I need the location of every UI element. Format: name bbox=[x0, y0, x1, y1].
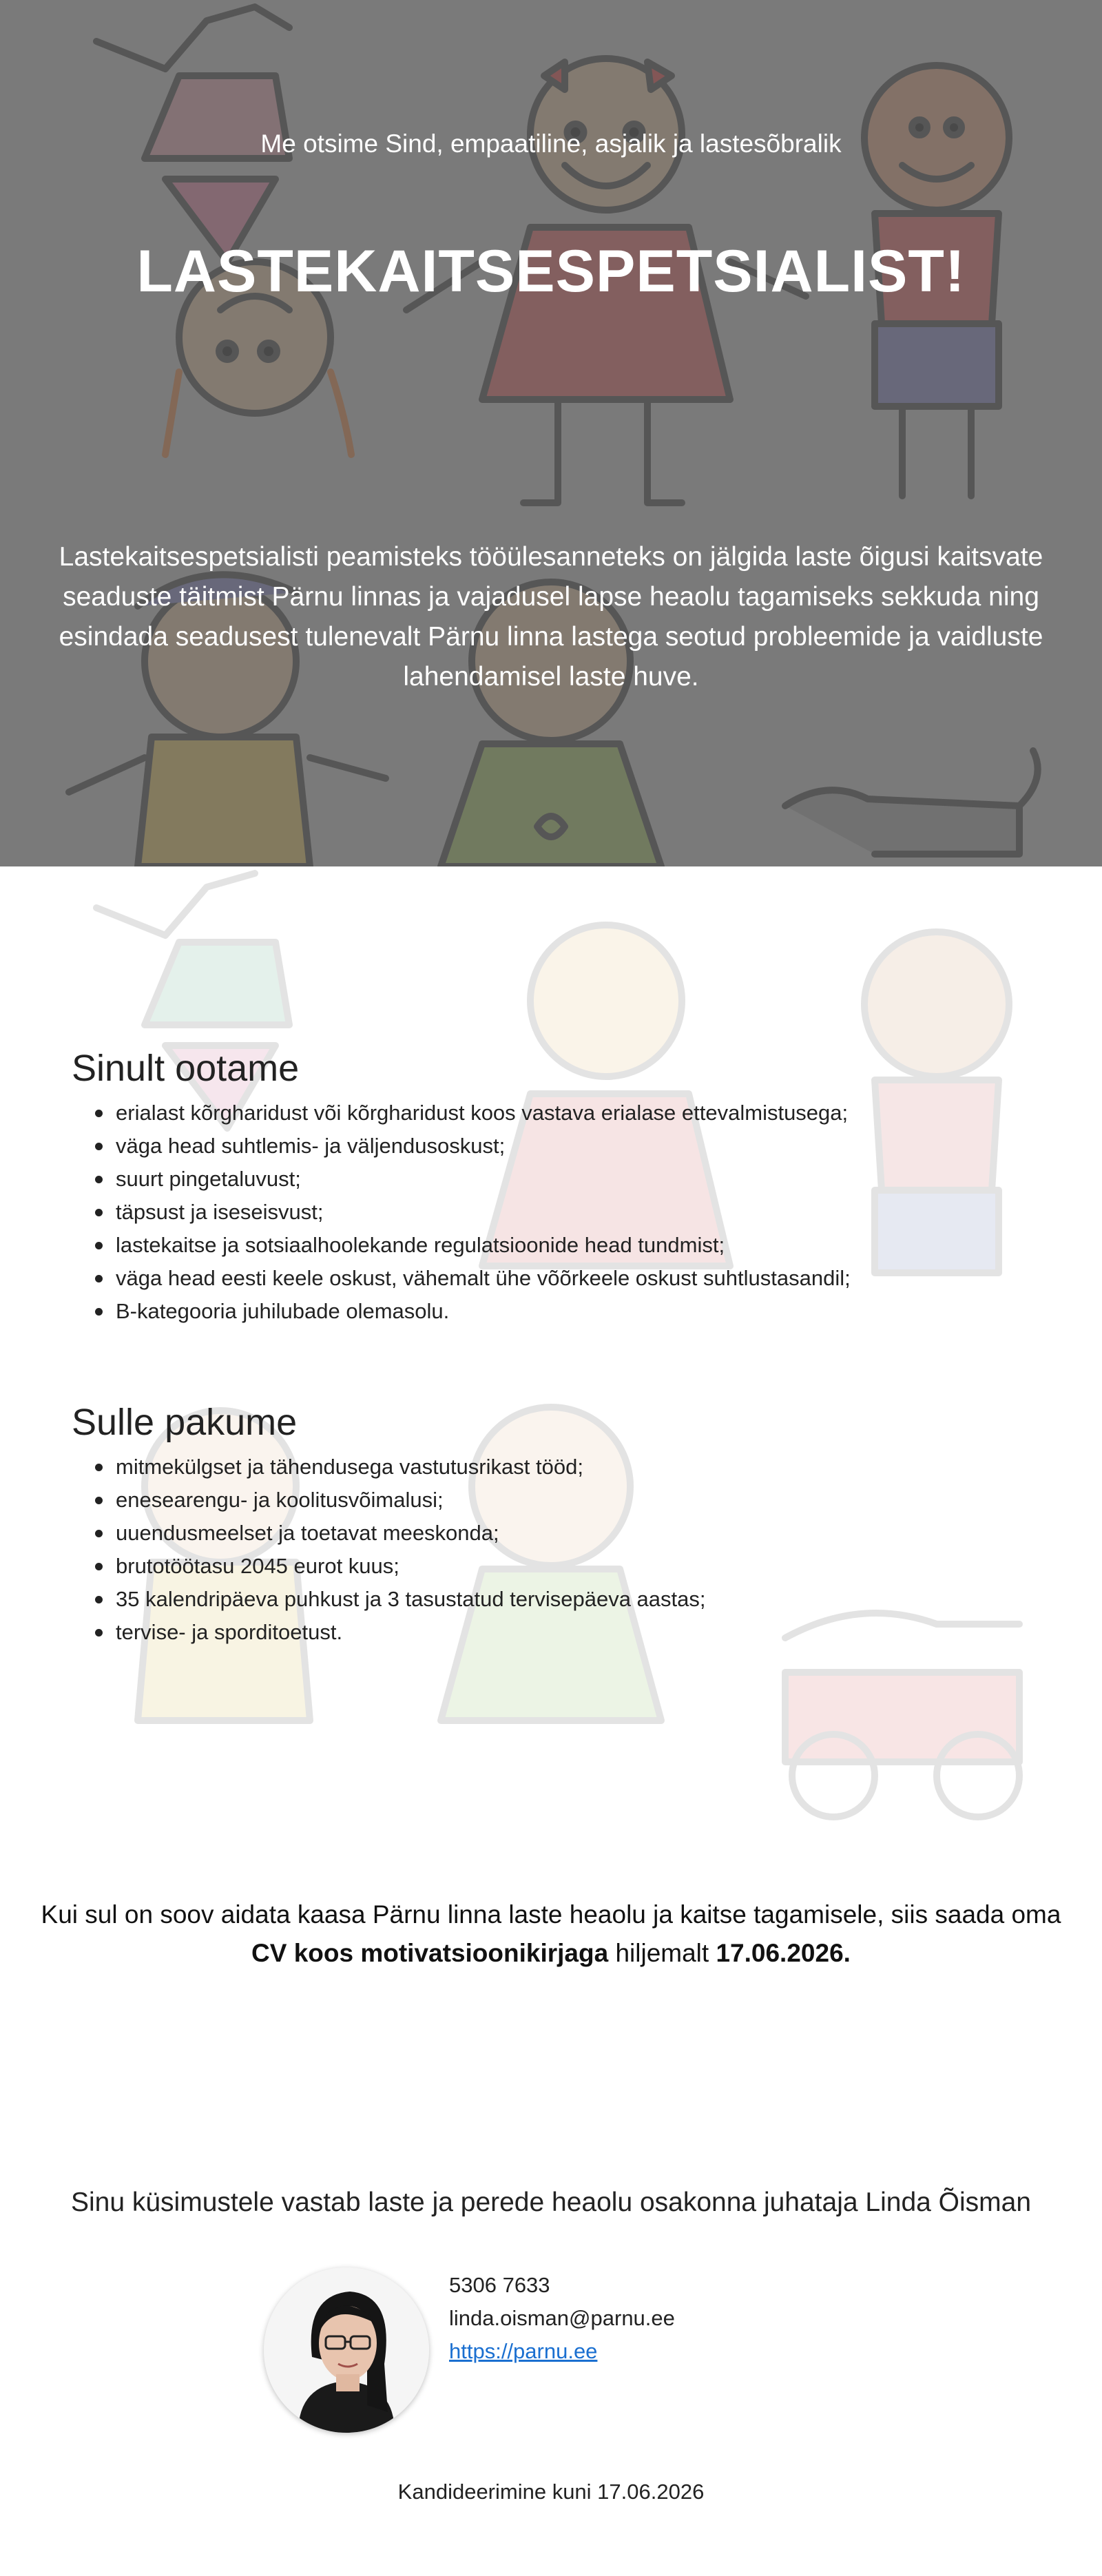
job-intro-text: Lastekaitsespetsialisti peamisteks tööülesanneteks on jälgida laste õigusi kaitsvate seaduste täitmist Pärnu linnas ja vajadusel lapse heaolu tagamiseks sekkuda ning esindada seadusest tulenevalt Pärnu linna lastega seotud probleemide ja vaidluste lahendamisel laste huve. bbox=[59, 542, 1043, 692]
cta-text-before: Kui sul on soov aidata kaasa Pärnu linna laste heaolu ja kaitse tagamisele, siis saada oma bbox=[41, 1900, 1061, 1929]
list-item: enesearengu- ja koolitusvõimalusi; bbox=[72, 1484, 1036, 1517]
list-item: B-kategooria juhilubade olemasolu. bbox=[72, 1295, 1036, 1328]
contact-website-link[interactable]: https://parnu.ee bbox=[449, 2339, 598, 2363]
application-deadline: Kandideerimine kuni 17.06.2026 bbox=[397, 2480, 705, 2504]
requirements-list bbox=[72, 1097, 1036, 1328]
list-item: 35 kalendripäeva puhkust ja 3 tasustatud tervisepäeva aastas; bbox=[72, 1583, 1036, 1616]
offer-section bbox=[72, 1401, 1036, 1649]
contact-heading: Sinu küsimustele vastab laste ja perede heaolu osakonna juhataja Linda Õisman bbox=[70, 2188, 1032, 2217]
list-item: erialast kõrgharidust või kõrgharidust koos vastava erialase ettevalmistusega; bbox=[72, 1097, 1036, 1130]
list-item: täpsust ja iseseisvust; bbox=[72, 1196, 1036, 1229]
contact-details bbox=[449, 2269, 675, 2368]
list-item: suurt pingetaluvust; bbox=[72, 1163, 1036, 1196]
list-item: tervise- ja sporditoetust. bbox=[72, 1616, 1036, 1649]
list-item: väga head eesti keele oskust, vähemalt ühe võõrkeele oskust suhtlustasandil; bbox=[72, 1262, 1036, 1295]
hero-banner bbox=[0, 0, 1102, 866]
job-title-headline: LASTEKAITSESPETSIALIST! bbox=[136, 238, 966, 304]
job-details-panel bbox=[0, 866, 1102, 1853]
cta-required-documents: CV koos motivatsioonikirjaga bbox=[251, 1939, 609, 1967]
contact-phone: 5306 7633 bbox=[449, 2273, 550, 2297]
person-photo-icon bbox=[264, 2267, 429, 2433]
list-item: uuendusmeelset ja toetavat meeskonda; bbox=[72, 1517, 1036, 1550]
contact-email: linda.oisman@parnu.ee bbox=[449, 2306, 675, 2330]
cta-deadline-date: 17.06.2026. bbox=[716, 1939, 851, 1967]
contact-avatar bbox=[264, 2267, 429, 2433]
offer-list bbox=[72, 1451, 1036, 1649]
requirements-heading: Sinult ootame bbox=[72, 1048, 300, 1089]
requirements-section bbox=[72, 1047, 1036, 1328]
list-item: mitmekülgset ja tähendusega vastutusrikast tööd; bbox=[72, 1451, 1036, 1484]
offer-heading: Sulle pakume bbox=[72, 1402, 298, 1443]
faded-kids-drawing-illustration bbox=[0, 866, 1102, 1853]
cta-text-middle: hiljemalt bbox=[608, 1939, 716, 1967]
list-item: brutotöötasu 2045 eurot kuus; bbox=[72, 1550, 1036, 1583]
hero-tagline: Me otsime Sind, empaatiline, asjalik ja lastesõbralik bbox=[260, 129, 842, 158]
list-item: lastekaitse ja sotsiaalhoolekande regulatsioonide head tundmist; bbox=[72, 1229, 1036, 1262]
list-item: väga head suhtlemis- ja väljendusoskust; bbox=[72, 1130, 1036, 1163]
application-call-to-action bbox=[21, 1895, 1081, 1973]
